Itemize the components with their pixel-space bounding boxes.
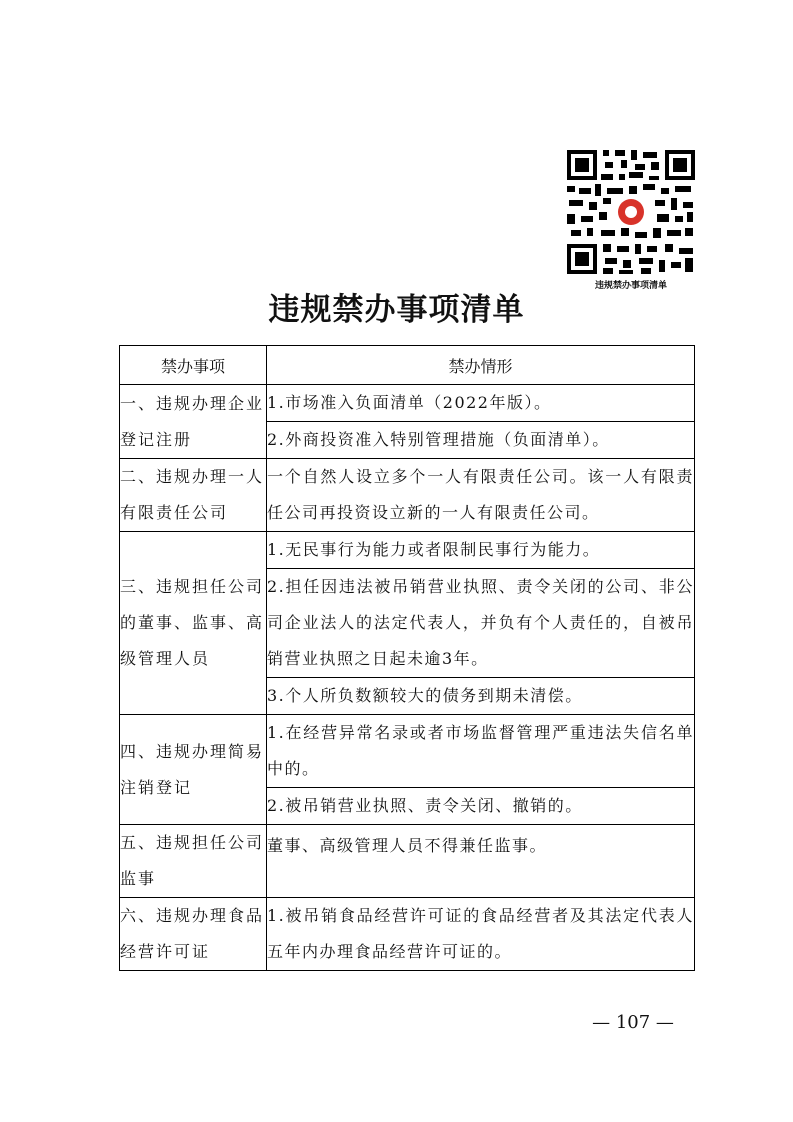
category-cell: 一、违规办理企业登记注册 xyxy=(120,385,267,459)
document-title: 违规禁办事项清单 xyxy=(268,292,525,328)
qr-caption: 违规禁办事项清单 xyxy=(594,281,667,291)
situation-cell: 1.在经营异常名录或者市场监督管理严重违法失信名单中的。 xyxy=(267,715,695,788)
situation-cell: 董事、高级管理人员不得兼任监事。 xyxy=(267,825,695,898)
header-prohibited-item: 禁办事项 xyxy=(120,346,267,385)
situation-cell: 2.外商投资准入特别管理措施（负面清单）。 xyxy=(267,422,695,459)
category-cell: 五、违规担任公司监事 xyxy=(120,825,267,898)
situation-cell: 一个自然人设立多个一人有限责任公司。该一人有限责任公司再投资设立新的一人有限责任公司。 xyxy=(267,459,695,532)
situation-cell: 3.个人所负数额较大的债务到期未清偿。 xyxy=(267,678,695,715)
qr-code-image xyxy=(565,148,697,276)
qr-code-block xyxy=(565,148,697,291)
table-row xyxy=(120,825,695,898)
situation-cell: 2.担任因违法被吊销营业执照、责令关闭的公司、非公司企业法人的法定代表人，并负有个人责任的，自被吊销营业执照之日起未逾3年。 xyxy=(267,569,695,678)
table-row xyxy=(120,459,695,532)
table-row xyxy=(120,385,695,422)
situation-cell: 1.无民事行为能力或者限制民事行为能力。 xyxy=(267,532,695,569)
table-row xyxy=(120,532,695,569)
situation-cell: 2.被吊销营业执照、责令关闭、撤销的。 xyxy=(267,788,695,825)
category-cell: 六、违规办理食品经营许可证 xyxy=(120,898,267,971)
situation-cell: 1.被吊销食品经营许可证的食品经营者及其法定代表人五年内办理食品经营许可证的。 xyxy=(267,898,695,971)
table-row xyxy=(120,898,695,971)
category-cell: 二、违规办理一人有限责任公司 xyxy=(120,459,267,532)
header-prohibited-situation: 禁办情形 xyxy=(267,346,695,385)
prohibited-items-table xyxy=(119,345,695,971)
category-cell: 四、违规办理简易注销登记 xyxy=(120,715,267,825)
category-cell: 三、违规担任公司的董事、监事、高级管理人员 xyxy=(120,532,267,715)
table-header-row xyxy=(120,346,695,385)
situation-cell: 1.市场准入负面清单（2022年版）。 xyxy=(267,385,695,422)
table-row xyxy=(120,715,695,788)
page-number: — 107 — xyxy=(592,1012,674,1033)
